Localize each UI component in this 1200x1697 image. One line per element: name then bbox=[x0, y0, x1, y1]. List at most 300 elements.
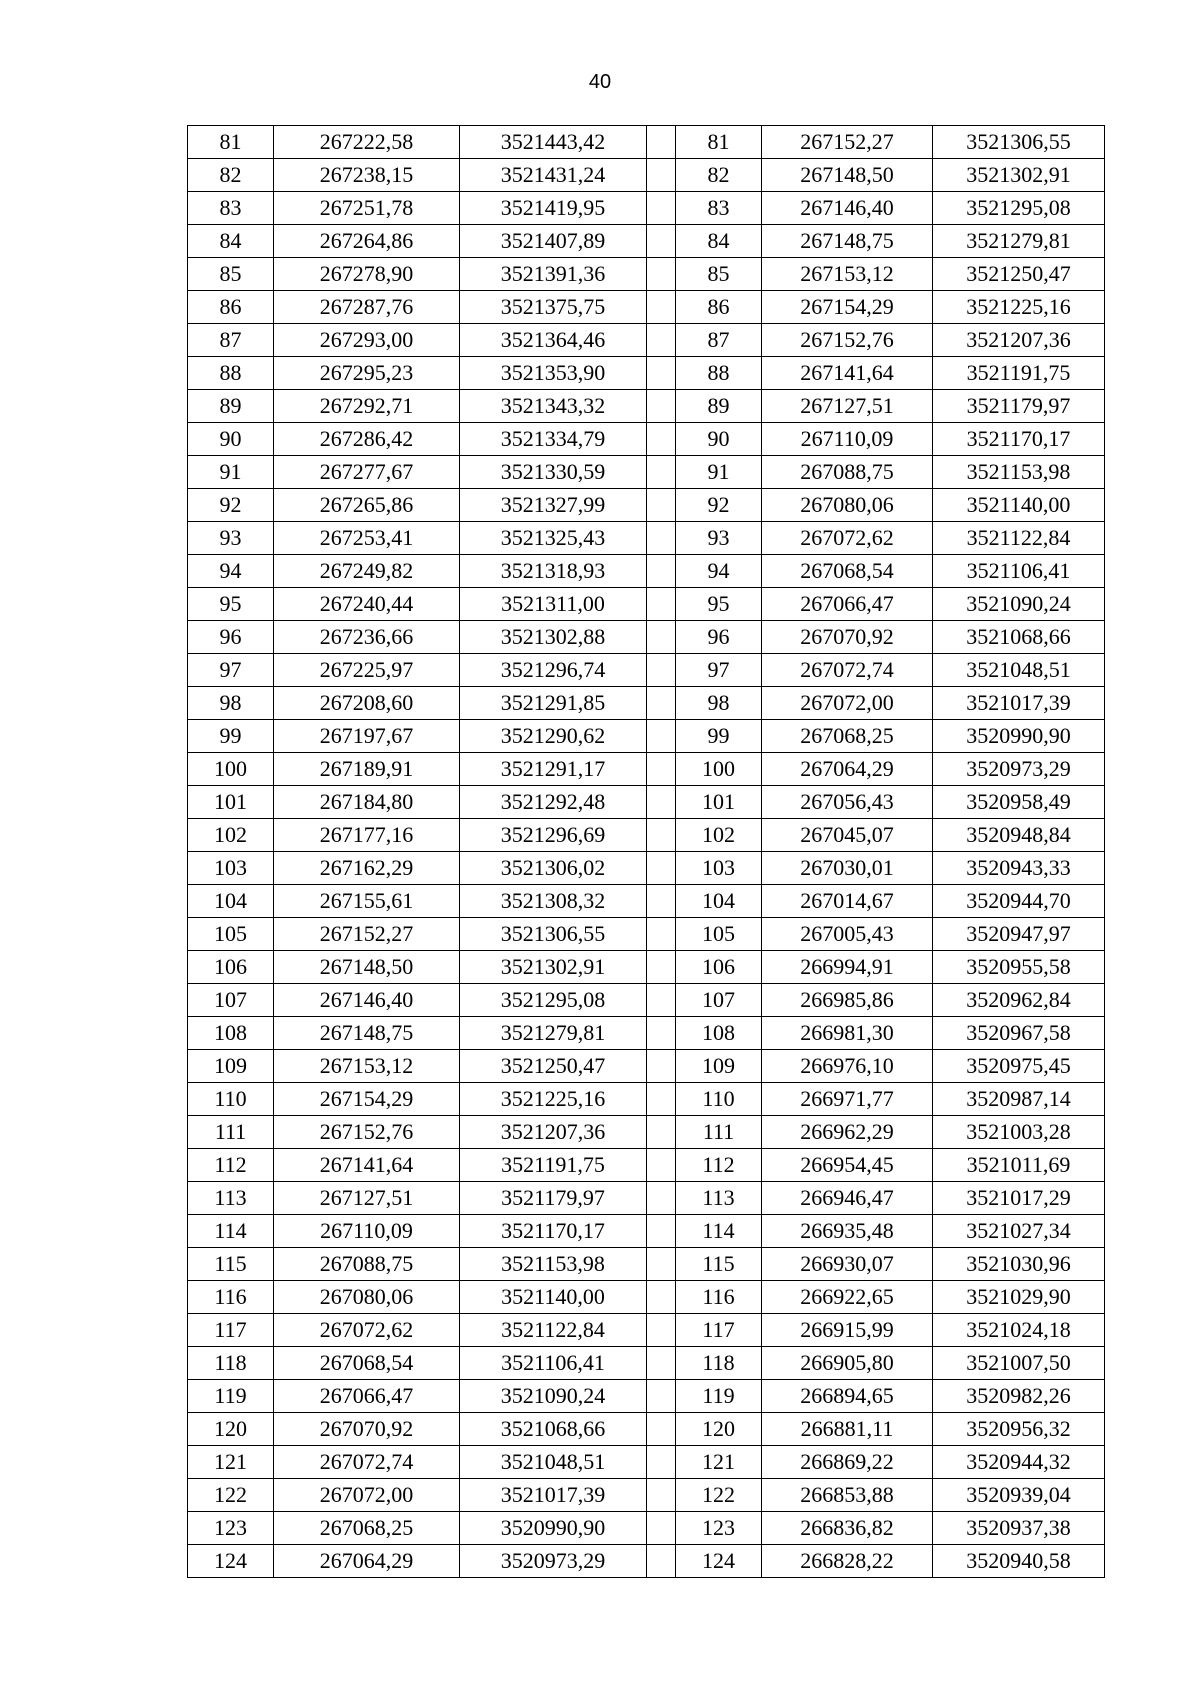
point-number-left: 123 bbox=[188, 1512, 274, 1545]
y-coordinate-left: 3521140,00 bbox=[460, 1281, 647, 1314]
y-coordinate-right: 3520955,58 bbox=[933, 951, 1105, 984]
x-coordinate-right: 266836,82 bbox=[762, 1512, 933, 1545]
x-coordinate-right: 266954,45 bbox=[762, 1149, 933, 1182]
separator-cell bbox=[647, 918, 676, 951]
x-coordinate-right: 266894,65 bbox=[762, 1380, 933, 1413]
table-row bbox=[188, 1182, 1105, 1215]
table-row bbox=[188, 291, 1105, 324]
x-coordinate-right: 267080,06 bbox=[762, 489, 933, 522]
point-number-left: 111 bbox=[188, 1116, 274, 1149]
point-number-left: 105 bbox=[188, 918, 274, 951]
y-coordinate-left: 3521068,66 bbox=[460, 1413, 647, 1446]
x-coordinate-right: 266881,11 bbox=[762, 1413, 933, 1446]
x-coordinate-right: 266962,29 bbox=[762, 1116, 933, 1149]
x-coordinate-right: 266981,30 bbox=[762, 1017, 933, 1050]
table-row bbox=[188, 588, 1105, 621]
point-number-left: 122 bbox=[188, 1479, 274, 1512]
point-number-right: 124 bbox=[676, 1545, 762, 1578]
y-coordinate-left: 3521353,90 bbox=[460, 357, 647, 390]
table-row bbox=[188, 324, 1105, 357]
x-coordinate-left: 267177,16 bbox=[274, 819, 460, 852]
y-coordinate-right: 3521179,97 bbox=[933, 390, 1105, 423]
point-number-left: 101 bbox=[188, 786, 274, 819]
x-coordinate-left: 267148,50 bbox=[274, 951, 460, 984]
x-coordinate-right: 266922,65 bbox=[762, 1281, 933, 1314]
y-coordinate-left: 3521308,32 bbox=[460, 885, 647, 918]
x-coordinate-left: 267152,76 bbox=[274, 1116, 460, 1149]
x-coordinate-left: 267064,29 bbox=[274, 1545, 460, 1578]
y-coordinate-left: 3521419,95 bbox=[460, 192, 647, 225]
x-coordinate-left: 267127,51 bbox=[274, 1182, 460, 1215]
x-coordinate-left: 267208,60 bbox=[274, 687, 460, 720]
point-number-right: 92 bbox=[676, 489, 762, 522]
y-coordinate-left: 3521017,39 bbox=[460, 1479, 647, 1512]
x-coordinate-right: 267068,25 bbox=[762, 720, 933, 753]
y-coordinate-left: 3521343,32 bbox=[460, 390, 647, 423]
x-coordinate-right: 266869,22 bbox=[762, 1446, 933, 1479]
table-row bbox=[188, 786, 1105, 819]
separator-cell bbox=[647, 1149, 676, 1182]
x-coordinate-left: 267278,90 bbox=[274, 258, 460, 291]
point-number-right: 89 bbox=[676, 390, 762, 423]
separator-cell bbox=[647, 753, 676, 786]
point-number-right: 93 bbox=[676, 522, 762, 555]
y-coordinate-right: 3520943,33 bbox=[933, 852, 1105, 885]
x-coordinate-right: 267141,64 bbox=[762, 357, 933, 390]
y-coordinate-right: 3520967,58 bbox=[933, 1017, 1105, 1050]
table-row bbox=[188, 1545, 1105, 1578]
point-number-left: 94 bbox=[188, 555, 274, 588]
point-number-left: 117 bbox=[188, 1314, 274, 1347]
y-coordinate-right: 3520982,26 bbox=[933, 1380, 1105, 1413]
separator-cell bbox=[647, 1545, 676, 1578]
table-row bbox=[188, 159, 1105, 192]
separator-cell bbox=[647, 522, 676, 555]
table-row bbox=[188, 1479, 1105, 1512]
point-number-right: 97 bbox=[676, 654, 762, 687]
point-number-right: 96 bbox=[676, 621, 762, 654]
point-number-left: 124 bbox=[188, 1545, 274, 1578]
point-number-left: 91 bbox=[188, 456, 274, 489]
y-coordinate-left: 3521296,74 bbox=[460, 654, 647, 687]
y-coordinate-right: 3521207,36 bbox=[933, 324, 1105, 357]
coordinates-table bbox=[187, 125, 1105, 1578]
y-coordinate-left: 3521443,42 bbox=[460, 126, 647, 159]
table-row bbox=[188, 1215, 1105, 1248]
y-coordinate-right: 3521029,90 bbox=[933, 1281, 1105, 1314]
x-coordinate-left: 267286,42 bbox=[274, 423, 460, 456]
point-number-right: 90 bbox=[676, 423, 762, 456]
table-row bbox=[188, 918, 1105, 951]
table-row bbox=[188, 423, 1105, 456]
y-coordinate-right: 3520990,90 bbox=[933, 720, 1105, 753]
x-coordinate-right: 267030,01 bbox=[762, 852, 933, 885]
point-number-left: 90 bbox=[188, 423, 274, 456]
table-row bbox=[188, 1149, 1105, 1182]
separator-cell bbox=[647, 984, 676, 1017]
x-coordinate-left: 267146,40 bbox=[274, 984, 460, 1017]
x-coordinate-left: 267197,67 bbox=[274, 720, 460, 753]
table-row bbox=[188, 1248, 1105, 1281]
point-number-right: 104 bbox=[676, 885, 762, 918]
point-number-right: 119 bbox=[676, 1380, 762, 1413]
x-coordinate-right: 266828,22 bbox=[762, 1545, 933, 1578]
point-number-left: 93 bbox=[188, 522, 274, 555]
x-coordinate-left: 267080,06 bbox=[274, 1281, 460, 1314]
table-row bbox=[188, 126, 1105, 159]
table-row bbox=[188, 522, 1105, 555]
point-number-right: 107 bbox=[676, 984, 762, 1017]
y-coordinate-left: 3521250,47 bbox=[460, 1050, 647, 1083]
x-coordinate-right: 267127,51 bbox=[762, 390, 933, 423]
y-coordinate-right: 3521024,18 bbox=[933, 1314, 1105, 1347]
table-row bbox=[188, 390, 1105, 423]
table-row bbox=[188, 489, 1105, 522]
point-number-right: 83 bbox=[676, 192, 762, 225]
x-coordinate-left: 267238,15 bbox=[274, 159, 460, 192]
separator-cell bbox=[647, 1512, 676, 1545]
table-row bbox=[188, 1050, 1105, 1083]
table-row bbox=[188, 225, 1105, 258]
y-coordinate-right: 3521153,98 bbox=[933, 456, 1105, 489]
table-row bbox=[188, 1281, 1105, 1314]
point-number-left: 104 bbox=[188, 885, 274, 918]
x-coordinate-left: 267265,86 bbox=[274, 489, 460, 522]
x-coordinate-left: 267154,29 bbox=[274, 1083, 460, 1116]
separator-cell bbox=[647, 423, 676, 456]
point-number-right: 118 bbox=[676, 1347, 762, 1380]
y-coordinate-right: 3521140,00 bbox=[933, 489, 1105, 522]
y-coordinate-right: 3520948,84 bbox=[933, 819, 1105, 852]
x-coordinate-right: 267152,76 bbox=[762, 324, 933, 357]
point-number-right: 85 bbox=[676, 258, 762, 291]
separator-cell bbox=[647, 1446, 676, 1479]
separator-cell bbox=[647, 1182, 676, 1215]
y-coordinate-left: 3521407,89 bbox=[460, 225, 647, 258]
y-coordinate-left: 3521391,36 bbox=[460, 258, 647, 291]
separator-cell bbox=[647, 1380, 676, 1413]
x-coordinate-right: 267148,50 bbox=[762, 159, 933, 192]
point-number-right: 117 bbox=[676, 1314, 762, 1347]
y-coordinate-right: 3520940,58 bbox=[933, 1545, 1105, 1578]
table-row bbox=[188, 258, 1105, 291]
y-coordinate-right: 3521279,81 bbox=[933, 225, 1105, 258]
x-coordinate-left: 267088,75 bbox=[274, 1248, 460, 1281]
x-coordinate-right: 267068,54 bbox=[762, 555, 933, 588]
separator-cell bbox=[647, 885, 676, 918]
separator-cell bbox=[647, 1248, 676, 1281]
table-row bbox=[188, 1446, 1105, 1479]
point-number-left: 85 bbox=[188, 258, 274, 291]
y-coordinate-right: 3521068,66 bbox=[933, 621, 1105, 654]
separator-cell bbox=[647, 357, 676, 390]
point-number-left: 97 bbox=[188, 654, 274, 687]
separator-cell bbox=[647, 819, 676, 852]
y-coordinate-left: 3520973,29 bbox=[460, 1545, 647, 1578]
x-coordinate-right: 267064,29 bbox=[762, 753, 933, 786]
x-coordinate-right: 267045,07 bbox=[762, 819, 933, 852]
point-number-left: 115 bbox=[188, 1248, 274, 1281]
point-number-left: 106 bbox=[188, 951, 274, 984]
y-coordinate-left: 3521306,55 bbox=[460, 918, 647, 951]
table-row bbox=[188, 555, 1105, 588]
point-number-right: 91 bbox=[676, 456, 762, 489]
point-number-left: 89 bbox=[188, 390, 274, 423]
point-number-right: 103 bbox=[676, 852, 762, 885]
point-number-right: 106 bbox=[676, 951, 762, 984]
point-number-right: 95 bbox=[676, 588, 762, 621]
point-number-left: 116 bbox=[188, 1281, 274, 1314]
separator-cell bbox=[647, 1050, 676, 1083]
point-number-left: 83 bbox=[188, 192, 274, 225]
table-row bbox=[188, 885, 1105, 918]
point-number-right: 81 bbox=[676, 126, 762, 159]
separator-cell bbox=[647, 654, 676, 687]
x-coordinate-right: 267066,47 bbox=[762, 588, 933, 621]
x-coordinate-right: 266935,48 bbox=[762, 1215, 933, 1248]
separator-cell bbox=[647, 1413, 676, 1446]
y-coordinate-left: 3521106,41 bbox=[460, 1347, 647, 1380]
y-coordinate-right: 3520958,49 bbox=[933, 786, 1105, 819]
y-coordinate-left: 3521296,69 bbox=[460, 819, 647, 852]
y-coordinate-left: 3521048,51 bbox=[460, 1446, 647, 1479]
y-coordinate-right: 3521306,55 bbox=[933, 126, 1105, 159]
point-number-left: 114 bbox=[188, 1215, 274, 1248]
y-coordinate-left: 3521327,99 bbox=[460, 489, 647, 522]
table-row bbox=[188, 984, 1105, 1017]
y-coordinate-left: 3521207,36 bbox=[460, 1116, 647, 1149]
table-row bbox=[188, 1314, 1105, 1347]
x-coordinate-right: 267154,29 bbox=[762, 291, 933, 324]
point-number-left: 103 bbox=[188, 852, 274, 885]
y-coordinate-right: 3520939,04 bbox=[933, 1479, 1105, 1512]
x-coordinate-left: 267141,64 bbox=[274, 1149, 460, 1182]
point-number-left: 98 bbox=[188, 687, 274, 720]
point-number-right: 94 bbox=[676, 555, 762, 588]
y-coordinate-left: 3521330,59 bbox=[460, 456, 647, 489]
point-number-right: 114 bbox=[676, 1215, 762, 1248]
y-coordinate-right: 3521027,34 bbox=[933, 1215, 1105, 1248]
y-coordinate-left: 3521306,02 bbox=[460, 852, 647, 885]
separator-cell bbox=[647, 324, 676, 357]
separator-cell bbox=[647, 852, 676, 885]
y-coordinate-left: 3521191,75 bbox=[460, 1149, 647, 1182]
separator-cell bbox=[647, 1215, 676, 1248]
point-number-right: 115 bbox=[676, 1248, 762, 1281]
y-coordinate-left: 3521325,43 bbox=[460, 522, 647, 555]
x-coordinate-right: 267088,75 bbox=[762, 456, 933, 489]
y-coordinate-right: 3521017,39 bbox=[933, 687, 1105, 720]
table-row bbox=[188, 1347, 1105, 1380]
point-number-right: 116 bbox=[676, 1281, 762, 1314]
table-row bbox=[188, 720, 1105, 753]
y-coordinate-left: 3521311,00 bbox=[460, 588, 647, 621]
y-coordinate-left: 3521179,97 bbox=[460, 1182, 647, 1215]
x-coordinate-left: 267110,09 bbox=[274, 1215, 460, 1248]
point-number-right: 112 bbox=[676, 1149, 762, 1182]
x-coordinate-right: 267014,67 bbox=[762, 885, 933, 918]
table-row bbox=[188, 192, 1105, 225]
table-row bbox=[188, 951, 1105, 984]
point-number-left: 102 bbox=[188, 819, 274, 852]
point-number-right: 84 bbox=[676, 225, 762, 258]
y-coordinate-right: 3521122,84 bbox=[933, 522, 1105, 555]
point-number-right: 105 bbox=[676, 918, 762, 951]
x-coordinate-left: 267287,76 bbox=[274, 291, 460, 324]
point-number-left: 112 bbox=[188, 1149, 274, 1182]
y-coordinate-right: 3520973,29 bbox=[933, 753, 1105, 786]
y-coordinate-left: 3521122,84 bbox=[460, 1314, 647, 1347]
table-row bbox=[188, 357, 1105, 390]
table-row bbox=[188, 819, 1105, 852]
x-coordinate-left: 267070,92 bbox=[274, 1413, 460, 1446]
y-coordinate-right: 3520987,14 bbox=[933, 1083, 1105, 1116]
x-coordinate-left: 267277,67 bbox=[274, 456, 460, 489]
separator-cell bbox=[647, 291, 676, 324]
x-coordinate-left: 267295,23 bbox=[274, 357, 460, 390]
x-coordinate-left: 267264,86 bbox=[274, 225, 460, 258]
x-coordinate-left: 267072,62 bbox=[274, 1314, 460, 1347]
x-coordinate-right: 266915,99 bbox=[762, 1314, 933, 1347]
x-coordinate-right: 266930,07 bbox=[762, 1248, 933, 1281]
separator-cell bbox=[647, 588, 676, 621]
point-number-right: 87 bbox=[676, 324, 762, 357]
x-coordinate-left: 267153,12 bbox=[274, 1050, 460, 1083]
separator-cell bbox=[647, 786, 676, 819]
y-coordinate-left: 3521225,16 bbox=[460, 1083, 647, 1116]
x-coordinate-right: 266905,80 bbox=[762, 1347, 933, 1380]
y-coordinate-right: 3521007,50 bbox=[933, 1347, 1105, 1380]
separator-cell bbox=[647, 489, 676, 522]
y-coordinate-right: 3521106,41 bbox=[933, 555, 1105, 588]
separator-cell bbox=[647, 1116, 676, 1149]
point-number-right: 101 bbox=[676, 786, 762, 819]
point-number-right: 108 bbox=[676, 1017, 762, 1050]
x-coordinate-left: 267236,66 bbox=[274, 621, 460, 654]
point-number-right: 110 bbox=[676, 1083, 762, 1116]
separator-cell bbox=[647, 1017, 676, 1050]
y-coordinate-left: 3521302,91 bbox=[460, 951, 647, 984]
coordinates-table-body bbox=[188, 126, 1105, 1578]
point-number-left: 99 bbox=[188, 720, 274, 753]
y-coordinate-right: 3520975,45 bbox=[933, 1050, 1105, 1083]
x-coordinate-right: 267072,00 bbox=[762, 687, 933, 720]
y-coordinate-right: 3521295,08 bbox=[933, 192, 1105, 225]
separator-cell bbox=[647, 225, 676, 258]
point-number-right: 100 bbox=[676, 753, 762, 786]
point-number-right: 123 bbox=[676, 1512, 762, 1545]
y-coordinate-left: 3521153,98 bbox=[460, 1248, 647, 1281]
point-number-left: 107 bbox=[188, 984, 274, 1017]
x-coordinate-left: 267189,91 bbox=[274, 753, 460, 786]
y-coordinate-right: 3520944,32 bbox=[933, 1446, 1105, 1479]
x-coordinate-right: 267056,43 bbox=[762, 786, 933, 819]
y-coordinate-left: 3520990,90 bbox=[460, 1512, 647, 1545]
table-row bbox=[188, 456, 1105, 489]
x-coordinate-left: 267253,41 bbox=[274, 522, 460, 555]
point-number-left: 120 bbox=[188, 1413, 274, 1446]
y-coordinate-right: 3521030,96 bbox=[933, 1248, 1105, 1281]
y-coordinate-left: 3521334,79 bbox=[460, 423, 647, 456]
y-coordinate-right: 3521170,17 bbox=[933, 423, 1105, 456]
point-number-left: 121 bbox=[188, 1446, 274, 1479]
x-coordinate-left: 267068,25 bbox=[274, 1512, 460, 1545]
x-coordinate-left: 267068,54 bbox=[274, 1347, 460, 1380]
y-coordinate-right: 3521250,47 bbox=[933, 258, 1105, 291]
point-number-right: 113 bbox=[676, 1182, 762, 1215]
separator-cell bbox=[647, 720, 676, 753]
y-coordinate-left: 3521279,81 bbox=[460, 1017, 647, 1050]
y-coordinate-right: 3520962,84 bbox=[933, 984, 1105, 1017]
point-number-left: 108 bbox=[188, 1017, 274, 1050]
point-number-right: 109 bbox=[676, 1050, 762, 1083]
x-coordinate-right: 266985,86 bbox=[762, 984, 933, 1017]
point-number-right: 86 bbox=[676, 291, 762, 324]
y-coordinate-right: 3521048,51 bbox=[933, 654, 1105, 687]
point-number-left: 119 bbox=[188, 1380, 274, 1413]
separator-cell bbox=[647, 456, 676, 489]
y-coordinate-right: 3521191,75 bbox=[933, 357, 1105, 390]
separator-cell bbox=[647, 1083, 676, 1116]
y-coordinate-right: 3521003,28 bbox=[933, 1116, 1105, 1149]
page-number: 40 bbox=[588, 71, 612, 93]
x-coordinate-right: 266971,77 bbox=[762, 1083, 933, 1116]
x-coordinate-left: 267066,47 bbox=[274, 1380, 460, 1413]
separator-cell bbox=[647, 1281, 676, 1314]
point-number-right: 111 bbox=[676, 1116, 762, 1149]
y-coordinate-right: 3521017,29 bbox=[933, 1182, 1105, 1215]
point-number-left: 87 bbox=[188, 324, 274, 357]
y-coordinate-right: 3521011,69 bbox=[933, 1149, 1105, 1182]
y-coordinate-left: 3521291,17 bbox=[460, 753, 647, 786]
point-number-right: 122 bbox=[676, 1479, 762, 1512]
x-coordinate-left: 267148,75 bbox=[274, 1017, 460, 1050]
point-number-left: 88 bbox=[188, 357, 274, 390]
table-row bbox=[188, 687, 1105, 720]
y-coordinate-left: 3521364,46 bbox=[460, 324, 647, 357]
x-coordinate-left: 267249,82 bbox=[274, 555, 460, 588]
point-number-left: 92 bbox=[188, 489, 274, 522]
separator-cell bbox=[647, 390, 676, 423]
x-coordinate-left: 267240,44 bbox=[274, 588, 460, 621]
x-coordinate-right: 267152,27 bbox=[762, 126, 933, 159]
point-number-left: 96 bbox=[188, 621, 274, 654]
x-coordinate-right: 267005,43 bbox=[762, 918, 933, 951]
x-coordinate-left: 267155,61 bbox=[274, 885, 460, 918]
y-coordinate-left: 3521295,08 bbox=[460, 984, 647, 1017]
y-coordinate-left: 3521170,17 bbox=[460, 1215, 647, 1248]
x-coordinate-right: 266853,88 bbox=[762, 1479, 933, 1512]
x-coordinate-left: 267162,29 bbox=[274, 852, 460, 885]
x-coordinate-left: 267072,74 bbox=[274, 1446, 460, 1479]
separator-cell bbox=[647, 1347, 676, 1380]
x-coordinate-right: 266946,47 bbox=[762, 1182, 933, 1215]
point-number-right: 82 bbox=[676, 159, 762, 192]
table-row bbox=[188, 1017, 1105, 1050]
y-coordinate-right: 3520956,32 bbox=[933, 1413, 1105, 1446]
point-number-right: 120 bbox=[676, 1413, 762, 1446]
point-number-left: 84 bbox=[188, 225, 274, 258]
x-coordinate-right: 267110,09 bbox=[762, 423, 933, 456]
y-coordinate-left: 3521431,24 bbox=[460, 159, 647, 192]
y-coordinate-left: 3521375,75 bbox=[460, 291, 647, 324]
table-row bbox=[188, 1116, 1105, 1149]
separator-cell bbox=[647, 192, 676, 225]
x-coordinate-right: 267072,62 bbox=[762, 522, 933, 555]
point-number-left: 86 bbox=[188, 291, 274, 324]
separator-cell bbox=[647, 687, 676, 720]
point-number-right: 88 bbox=[676, 357, 762, 390]
